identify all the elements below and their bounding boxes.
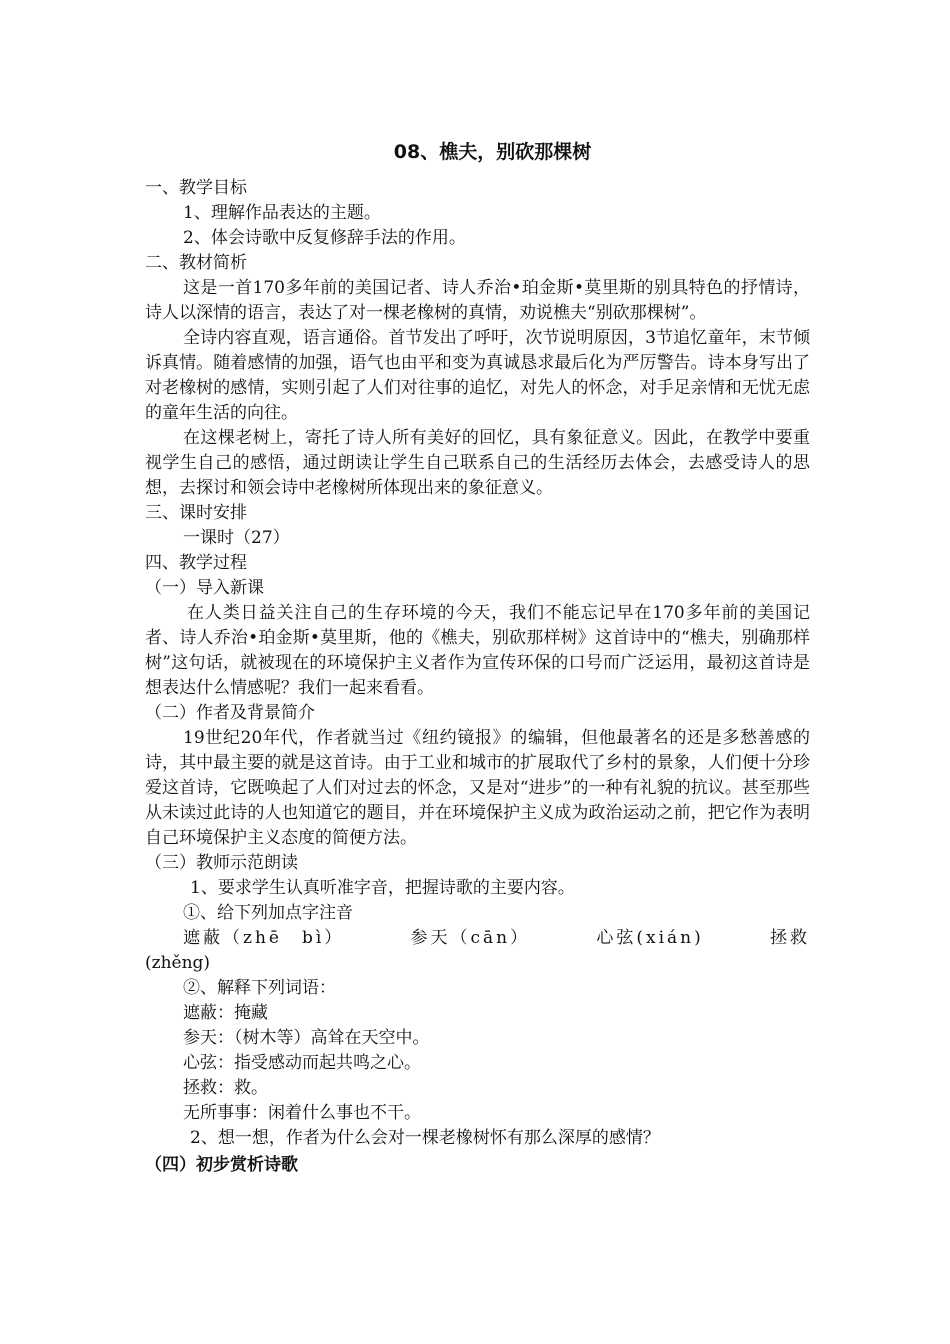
section-heading-objectives: 一、教学目标 <box>145 178 247 198</box>
definition-item: 参天：（树木等）高耸在天空中。 <box>183 1028 430 1048</box>
analysis-paragraph-2: 全诗内容直观，语言通俗。首节发出了呼吁，次节说明原因，3节追忆童年，末节倾诉真情。随着感情的加强，语气也由平和变为真诚恳求最后化为严厉警告。诗本身写出了对老橡树的感情，实则引起了人们对往事的追忆，对先人的怀念，对手足亲情和无忧无虑的童年生活的向往。 <box>145 328 810 423</box>
objective-item-1: 1、理解作品表达的主题。 <box>183 203 381 223</box>
intro-paragraph: 在人类日益关注自己的生存环境的今天，我们不能忘记早在170多年前的美国记者、诗人乔治•珀金斯•莫里斯，他的《樵夫，别砍那样树》这首诗中的“樵夫，别确那样树”这句话，就被现在的环境保护主义者作为宣传环保的口号而广泛运用，最初这首诗是想表达什么情感呢？我们一起来看看。 <box>145 603 810 698</box>
subheading-background: （二）作者及背景简介 <box>145 703 315 723</box>
document-page <box>145 140 810 1178</box>
pinyin-row <box>145 926 810 951</box>
document-title: 08、樵夫，别砍那棵树 <box>393 141 592 163</box>
pinyin-entry: 遮蔽（zhē bì） <box>183 928 345 948</box>
pinyin-entry: 参天（cān） <box>410 928 531 948</box>
definition-item: 拯救：救。 <box>183 1078 268 1098</box>
definition-item: 无所事事：闲着什么事也不干。 <box>183 1103 421 1123</box>
section-heading-analysis: 二、教材简析 <box>145 253 247 273</box>
section-heading-schedule: 三、课时安排 <box>145 503 247 523</box>
pinyin-tail: (zhěng) <box>145 953 211 973</box>
pinyin-entry: 心弦(xián) <box>596 928 704 948</box>
objective-item-2: 2、体会诗歌中反复修辞手法的作用。 <box>183 228 466 248</box>
reading-sub-1: ①、给下列加点字注音 <box>183 903 353 923</box>
definition-item: 遮蔽：掩藏 <box>183 1003 268 1023</box>
analysis-paragraph-1: 这是一首170多年前的美国记者、诗人乔治•珀金斯•莫里斯的别具特色的抒情诗，诗人以深情的语言，表达了对一棵老橡树的真情，劝说樵夫“别砍那棵树”。 <box>145 278 810 323</box>
subheading-intro: （一）导入新课 <box>145 578 264 598</box>
reading-sub-2: ②、解释下列词语： <box>183 978 336 998</box>
background-paragraph: 19世纪20年代，作者就当过《纽约镜报》的编辑，但他最著名的还是多愁善感的诗，其中最主要的就是这首诗。由于工业和城市的扩展取代了乡村的景象，人们便十分珍爱这首诗，它既唤起了人们对过去的怀念，又是对“进步”的一种有礼貌的抗议。甚至那些从未读过此诗的人也知道它的题目，并在环境保护主义成为政治运动之前，把它作为表明自己环境保护主义态度的简便方法。 <box>145 728 810 848</box>
analysis-paragraph-3: 在这棵老树上，寄托了诗人所有美好的回忆，具有象征意义。因此，在教学中要重视学生自己的感悟，通过朗读让学生自己联系自己的生活经历去体会，去感受诗人的思想，去探讨和领会诗中老橡树所体现出来的象征意义。 <box>145 428 810 498</box>
section-heading-process: 四、教学过程 <box>145 553 247 573</box>
reading-item-1: 1、要求学生认真听准字音，把握诗歌的主要内容。 <box>190 878 575 898</box>
schedule-item: 一课时（27） <box>183 528 290 548</box>
reading-item-2: 2、想一想，作者为什么会对一棵老橡树怀有那么深厚的感情？ <box>190 1128 660 1148</box>
definition-item: 心弦：指受感动而起共鸣之心。 <box>183 1053 421 1073</box>
subheading-reading: （三）教师示范朗读 <box>145 853 298 873</box>
pinyin-entry: 拯救 <box>769 928 810 948</box>
subheading-appreciation: （四）初步赏析诗歌 <box>145 1155 298 1175</box>
